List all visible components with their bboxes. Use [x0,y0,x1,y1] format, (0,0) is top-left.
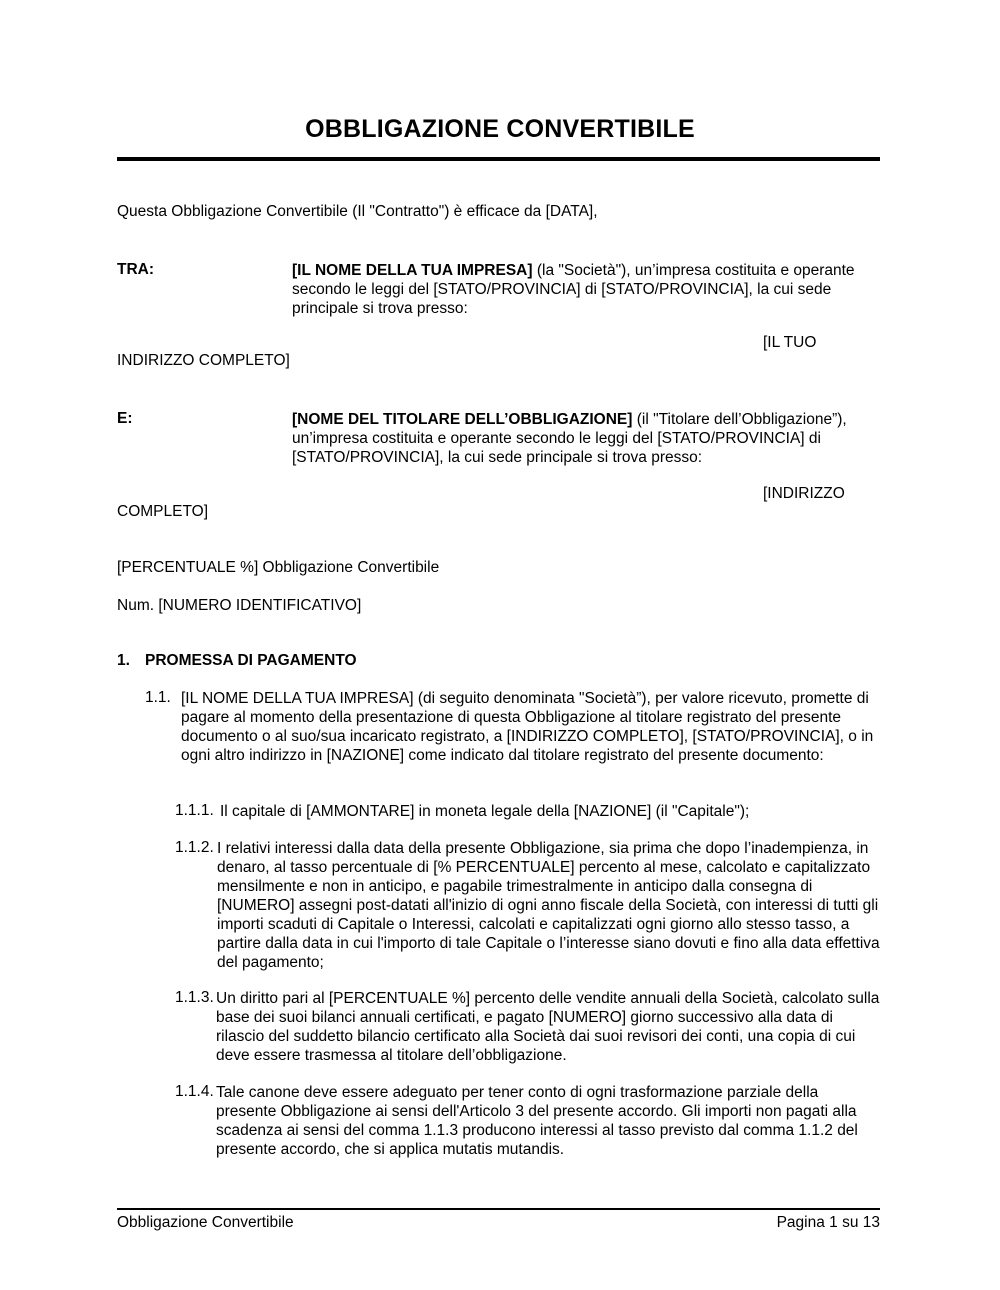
clause-1-1-text: [IL NOME DELLA TUA IMPRESA] (di seguito denominata "Società”), per valore ricevuto, promette di pagare al momento della presentazione di questa Obbligazione al titolare registrato del presente documento o al suo/sua incaricato registrato, a [INDIRIZZO COMPLETO], [STATO/PROVINCIA], o in ogni altro indirizzo in [NAZIONE] come indicato dal titolare registrato del presente documento: [181,690,874,764]
bond-rate-line: [PERCENTUALE %] Obbligazione Convertibile [117,559,440,576]
party-2-name: [NOME DEL TITOLARE DELL’OBBLIGAZIONE] [292,411,633,428]
bond-number-line: Num. [NUMERO IDENTIFICATIVO] [117,597,362,614]
party-2-address-line2: COMPLETO] [117,503,209,520]
party-1-name: [IL NOME DELLA TUA IMPRESA] [292,262,533,279]
party-2-block [292,410,892,467]
party-2-address-line1: [INDIRIZZO [763,485,845,502]
subclause-1-1-2-text: I relativi interessi dalla data della presente Obbligazione, sia prima che dopo l’inadempienza, in denaro, al tasso percentuale di [% PERCENTUALE] percento al mese, calcolato e capitalizzato mensilmente e non in anticipo, e pagabile trimestralmente in anticipo dalla consegna di [NUMERO] assegni post-datati all'inizio di ogni anno fiscale della Società, con interessi di tutti gli importi scaduti di Capitale o Interessi, calcolati e capitalizzati ogni giorno allo stesso tasso, a partire dalla data in cui l'importo di tale Capitale o l’interesse siano dovuti e fino alla data effettiva del pagamento; [217,840,880,971]
subclause-1-1-3-text: Un diritto pari al [PERCENTUALE %] percento delle vendite annuali della Società, calcolato sulla base dei suoi bilanci annuali certificati, e pagato [NUMERO] giorno successivo alla data di rilascio del suddetto bilancio certificato alla Società dai suoi revisori dei conti, una copia di cui deve essere trasmessa al titolare dell’obbligazione. [216,990,880,1064]
subclause-1-1-2-number: 1.1.2. [175,839,214,856]
document-title: OBBLIGAZIONE CONVERTIBILE [305,115,695,143]
footer-page-number: Pagina 1 su 13 [776,1214,880,1231]
section-1-heading: PROMESSA DI PAGAMENTO [145,652,357,669]
party-1-description: (la "Società"), un’impresa costituita e operante secondo le leggi del [STATO/PROVINCIA] di [STATO/PROVINCIA], la cui sede principale si trova presso: [292,262,855,317]
party-2-description: (il "Titolare dell’Obbligazione”), un’impresa costituita e operante secondo le leggi del [STATO/PROVINCIA] di [STATO/PROVINCIA], la cui sede principale si trova presso: [292,411,847,466]
footer-divider [117,1208,880,1210]
party-1-address-line2: INDIRIZZO COMPLETO] [117,352,290,369]
subclause-1-1-4-text: Tale canone deve essere adeguato per tener conto di ogni trasformazione parziale della presente Obbligazione ai sensi dell'Articolo 3 del presente accordo. Gli importi non pagati alla scadenza ai sensi del comma 1.1.3 producono interessi al tasso previsto dal comma 1.1.2 del presente accordo, che si applica mutatis mutandis. [216,1084,858,1158]
party-label-tra: TRA: [117,261,155,278]
subclause-1-1-1-text: Il capitale di [AMMONTARE] in moneta legale della [NAZIONE] (il "Capitale"); [220,803,750,820]
footer-document-name: Obbligazione Convertibile [117,1214,294,1231]
subclause-1-1-3-number: 1.1.3. [175,989,214,1006]
title-divider [117,157,880,161]
intro-paragraph: Questa Obbligazione Convertibile (Il "Contratto") è efficace da [DATA], [117,203,598,220]
party-label-e: E: [117,410,133,427]
subclause-1-1-4-number: 1.1.4. [175,1083,214,1100]
party-1-address-line1: [IL TUO [763,334,817,351]
party-1-block [292,261,877,318]
clause-1-1-number: 1.1. [145,689,171,706]
subclause-1-1-1-number: 1.1.1. [175,802,214,819]
section-1-number: 1. [117,652,130,669]
